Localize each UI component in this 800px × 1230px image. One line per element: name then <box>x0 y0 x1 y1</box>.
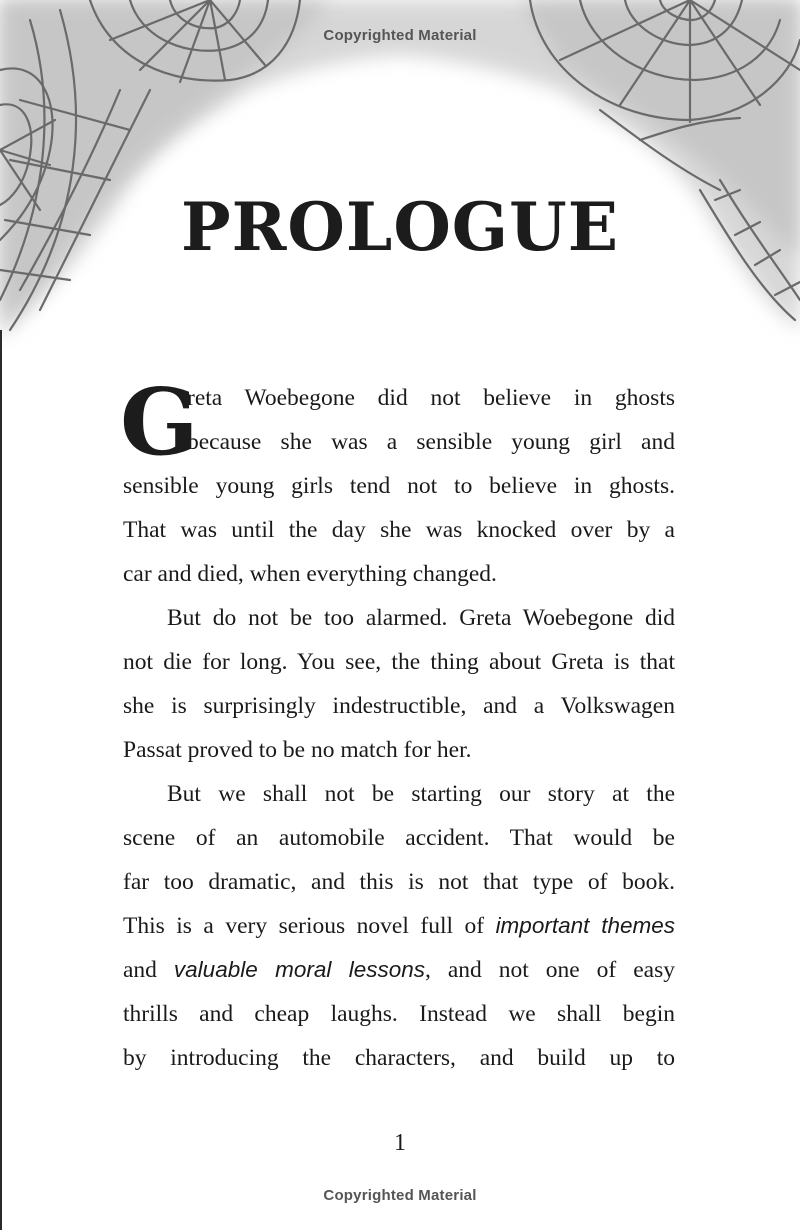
emphasis-valuable-moral-lessons: valuable moral lessons <box>173 957 425 982</box>
text-line: reta Woebegone did not believe in ghosts <box>187 385 675 411</box>
copyright-watermark-bottom: Copyrighted Material <box>323 1187 477 1204</box>
page-number: 1 <box>394 1130 406 1156</box>
page-left-edge <box>0 330 2 1230</box>
text-line: car and died, when everything changed. <box>123 561 497 587</box>
text-line: not die for long. You see, the thing about Greta is that <box>123 649 675 675</box>
chapter-title: PROLOGUE <box>180 188 620 266</box>
text-line: far too dramatic, and this is not that type of book. <box>123 869 675 895</box>
text-line: Passat proved to be no match for her. <box>123 737 472 763</box>
emphasis-important-themes: important themes <box>495 913 676 938</box>
text-line <box>123 948 675 992</box>
text-line: she is surprisingly indestructible, and a Volkswagen <box>123 693 675 719</box>
text-segment: and <box>123 957 174 983</box>
text-segment: This is a very serious novel full of <box>123 913 496 939</box>
prologue-text <box>120 368 676 1080</box>
text-segment: , and not one of easy <box>425 957 675 983</box>
drop-cap: G <box>120 368 199 476</box>
copyright-watermark-top: Copyrighted Material <box>323 27 477 44</box>
spiderweb-illustration <box>0 0 800 360</box>
text-line: sensible young girls tend not to believe in ghosts. <box>123 473 675 499</box>
text-line: thrills and cheap laughs. Instead we shall begin <box>123 1001 675 1027</box>
text-line: by introducing the characters, and build up to <box>123 1045 675 1071</box>
text-line: But do not be too alarmed. Greta Woebegone did <box>167 605 675 631</box>
text-line: But we shall not be starting our story at the <box>167 781 675 807</box>
text-line <box>123 904 675 948</box>
text-line: That was until the day she was knocked over by a <box>123 517 675 543</box>
text-line: because she was a sensible young girl and <box>187 429 675 455</box>
text-line: scene of an automobile accident. That would be <box>123 825 675 851</box>
